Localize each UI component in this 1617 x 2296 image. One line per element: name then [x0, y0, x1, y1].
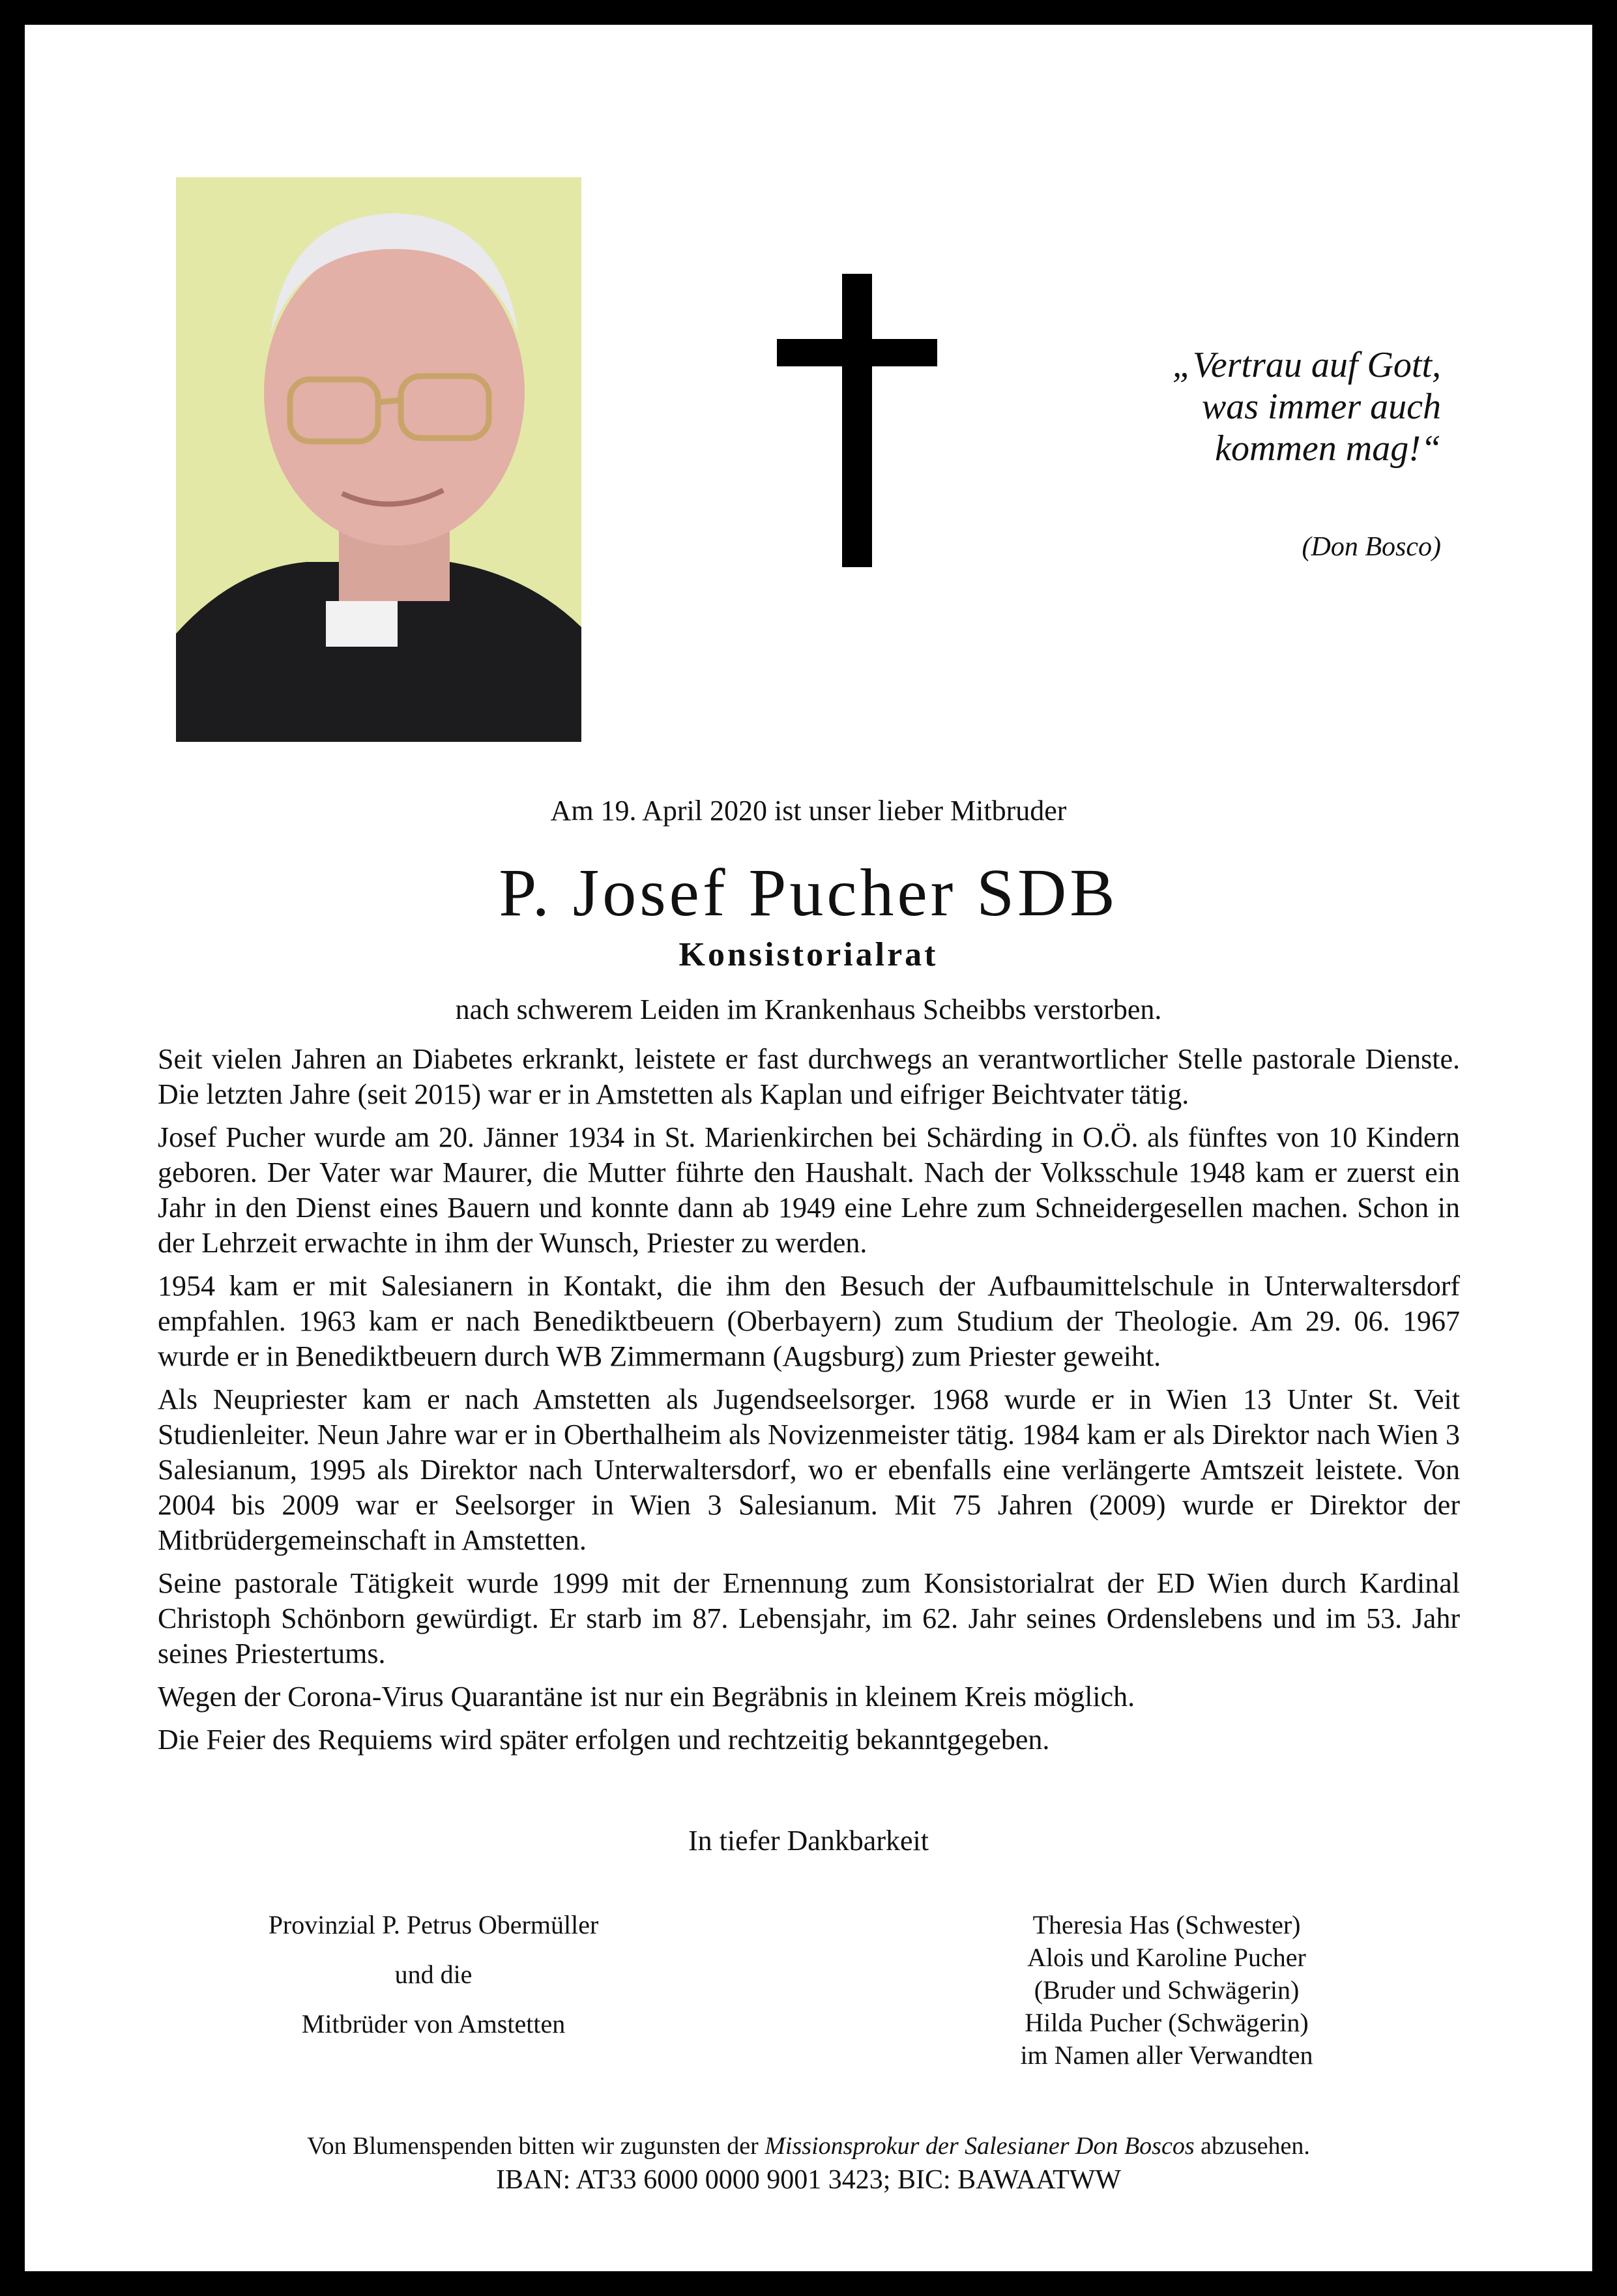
quote-line: was immer auch [1201, 387, 1441, 427]
quote-attribution: (Don Bosco) [1302, 532, 1441, 562]
don-bosco-quote [985, 344, 1441, 469]
deceased-name: P. Josef Pucher SDB [499, 855, 1118, 930]
body-paragraph: Seit vielen Jahren an Diabetes erkrankt, leistete er fast durchwegs an verantwortlicher Stelle pastorale Dienste. Die letzten Jahre (seit 2015) war er in Amstetten als Kaplan und eifriger Beichtvater tätig. [158, 1043, 1460, 1110]
body-paragraph: 1954 kam er mit Salesianern in Kontakt, die ihm den Besuch der Aufbaumittelschule in Unterwaltersdorf empfahlen. 1963 kam er nach Benediktbeuern (Oberbayern) zum Studium der Theologie. Am 29. 06. 1967 wurde er in Benediktbeuern durch WB Zimmermann (Augsburg) zum Priester geweiht. [158, 1270, 1460, 1372]
donation-note [0, 2132, 1617, 2160]
signatures-left [196, 1909, 671, 2057]
signature-line: (Bruder und Schwägerin) [1034, 1975, 1300, 2005]
signatures-right [899, 1909, 1434, 2072]
signature-line: Alois und Karoline Pucher [1027, 1943, 1306, 1972]
signature-line: Hilda Pucher (Schwägerin) [1025, 2008, 1309, 2037]
donation-text-end: abzusehen. [1194, 2132, 1310, 2160]
quote-line: „Vertrau auf Gott, [1172, 345, 1441, 385]
deceased-title: Konsistorialrat [678, 936, 939, 973]
bank-details: IBAN: AT33 6000 0000 9001 3423; BIC: BAWAATWW [495, 2165, 1122, 2195]
body-paragraph: Josef Pucher wurde am 20. Jänner 1934 in St. Marienkirchen bei Schärding in O.Ö. als fünftes von 10 Kindern geboren. Der Vater war Maurer, die Mutter führte den Haushalt. Nach der Volksschule 1948 kam er zuerst ein Jahr in den Dienst eines Bauern und konnte dann ab 1949 eine Lehre zum Schneidergesellen machen. Schon in der Lehrzeit erwachte in ihm der Wunsch, Priester zu werden. [158, 1121, 1460, 1259]
signature-line: Theresia Has (Schwester) [1032, 1910, 1301, 1939]
portrait-photo [176, 177, 581, 742]
signature-line: Provinzial P. Petrus Obermüller [268, 1910, 599, 1939]
cross-icon [777, 274, 937, 567]
obituary-body [158, 1042, 1460, 1765]
quote-line: kommen mag!“ [1215, 428, 1441, 469]
passing-line: nach schwerem Leiden im Krankenhaus Scheibbs verstorben. [455, 993, 1162, 1025]
body-paragraph: Wegen der Corona-Virus Quarantäne ist nur ein Begräbnis in kleinem Kreis möglich. [158, 1681, 1135, 1713]
signature-line: und die [394, 1960, 473, 1989]
signature-line: Mitbrüder von Amstetten [301, 2009, 566, 2038]
thanks-line: In tiefer Dankbarkeit [688, 1825, 929, 1857]
intro-line: Am 19. April 2020 ist unser lieber Mitbruder [550, 795, 1067, 827]
donation-text: Von Blumenspenden bitten wir zugunsten der [307, 2132, 765, 2160]
body-paragraph: Seine pastorale Tätigkeit wurde 1999 mit der Ernennung zum Konsistorialrat der ED Wien durch Kardinal Christoph Schönborn gewürdigt. Er starb im 87. Lebensjahr, im 62. Jahr seines Ordenslebens und im 53. Jahr seines Priestertums. [158, 1567, 1460, 1670]
signature-line: im Namen aller Verwandten [1020, 2040, 1313, 2070]
body-paragraph: Die Feier des Requiems wird später erfolgen und rechtzeitig bekanntgegeben. [158, 1724, 1050, 1756]
donation-recipient: Missionsprokur der Salesianer Don Boscos [765, 2132, 1195, 2160]
body-paragraph: Als Neupriester kam er nach Amstetten als Jugendseelsorger. 1968 wurde er in Wien 13 Unter St. Veit Studienleiter. Neun Jahre war er in Oberthalheim als Novizenmeister tätig. 1984 kam er als Direktor nach Wien 3 Salesianum, 1995 als Direktor nach Unterwaltersdorf, wo er ebenfalls eine verlängerte Amtszeit leistete. Von 2004 bis 2009 war er Seelsorger in Wien 3 Salesianum. Mit 75 Jahren (2009) wurde er Direktor der Mitbrüdergemeinschaft in Amstetten. [158, 1383, 1460, 1556]
